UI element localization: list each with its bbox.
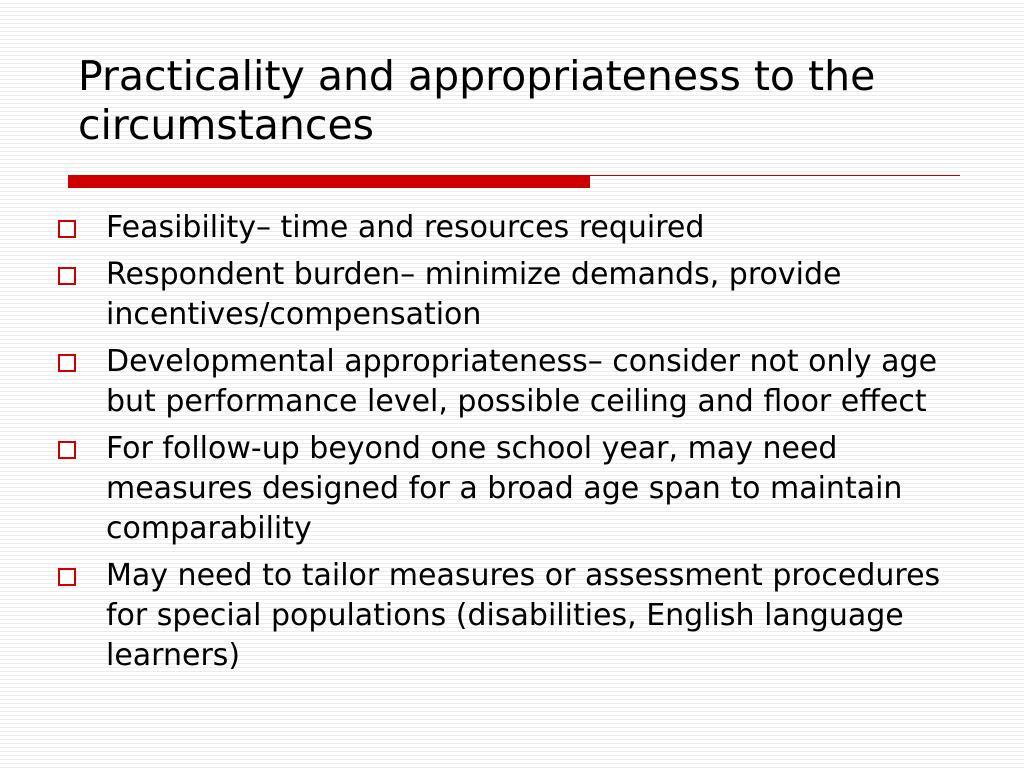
hollow-square-bullet-icon bbox=[58, 568, 76, 586]
bullet-text: Feasibility– time and resources required bbox=[106, 210, 705, 245]
title-underline-bar bbox=[68, 175, 590, 188]
bullet-item bbox=[58, 255, 958, 335]
bullet-text: Developmental appropriateness– consider not only age but performance level, possible ceiling and floor effect bbox=[106, 344, 938, 419]
bullet-text: For follow-up beyond one school year, may need measures designed for a broad age span to maintain comparability bbox=[106, 431, 903, 546]
bullet-list bbox=[58, 208, 958, 683]
bullet-item bbox=[58, 208, 958, 248]
bullet-text: Respondent burden– minimize demands, provide incentives/compensation bbox=[106, 257, 842, 332]
hollow-square-bullet-icon bbox=[58, 267, 76, 285]
hollow-square-bullet-icon bbox=[58, 220, 76, 238]
hollow-square-bullet-icon bbox=[58, 354, 76, 372]
bullet-item bbox=[58, 556, 958, 676]
hollow-square-bullet-icon bbox=[58, 441, 76, 459]
bullet-item bbox=[58, 429, 958, 549]
bullet-item bbox=[58, 342, 958, 422]
bullet-text: May need to tailor measures or assessment procedures for special populations (disabilities, English language learners) bbox=[106, 558, 941, 673]
slide-title: Practicality and appropriateness to the circumstances bbox=[78, 52, 876, 149]
